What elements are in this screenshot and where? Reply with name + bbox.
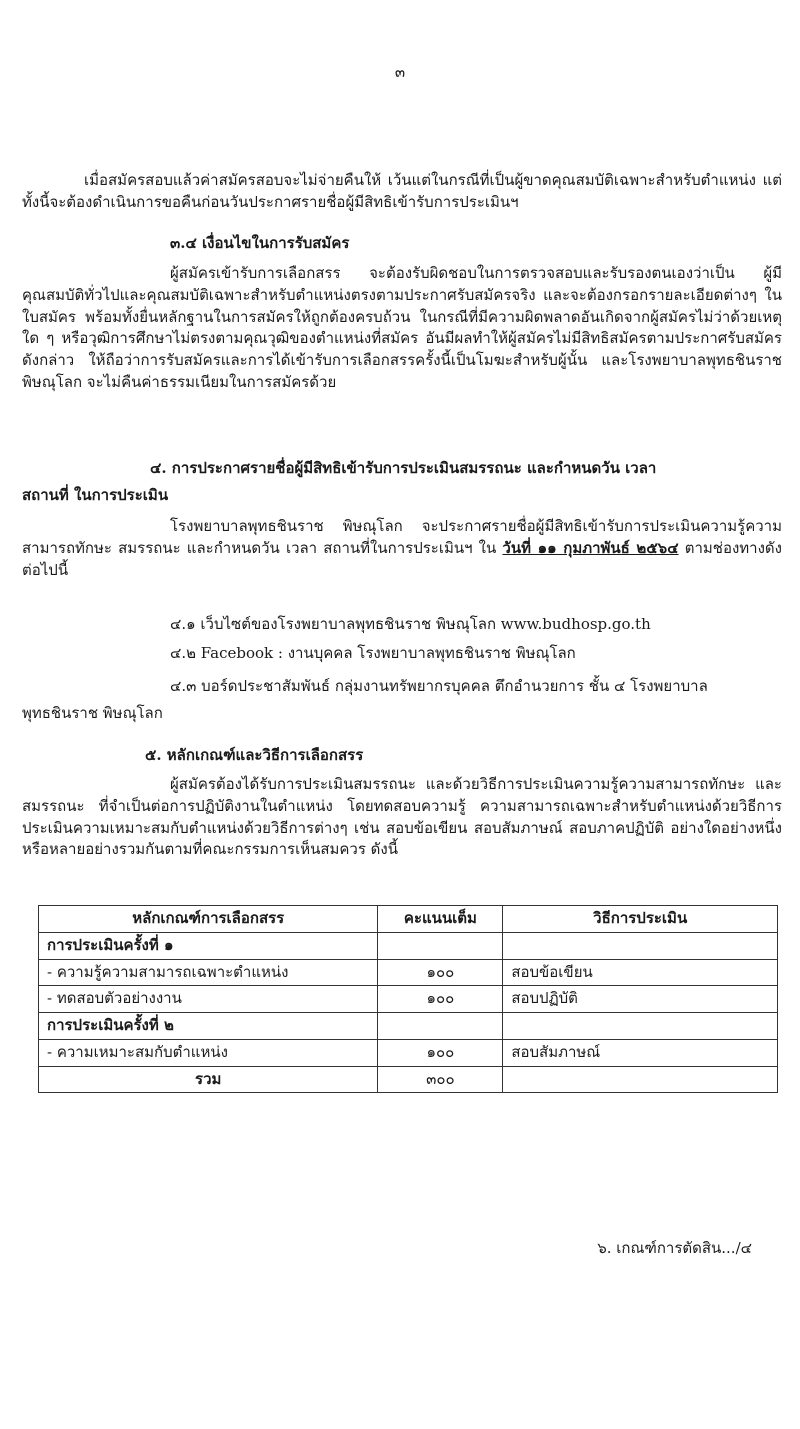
section-4-body-suffix: ตามช่องทางดังต่อไปนี้ [22,538,782,579]
table-row [39,986,778,1013]
group-1-title-row [39,932,778,959]
page-number: ๓ [394,63,406,81]
empty-cell [503,932,778,959]
empty-cell [503,1066,778,1093]
score-cell: ๑๐๐ [378,986,503,1013]
table-row [39,959,778,986]
header-full-score: คะแนนเต็ม [378,906,503,933]
method-cell: สอบสัมภาษณ์ [503,1039,778,1066]
header-method: วิธีการประเมิน [503,906,778,933]
group-2-title-row [39,1013,778,1040]
channel-item-website: ๔.๑ เว็บไซต์ของโรงพยาบาลพุทธชินราช พิษณุโลก www.budhosp.go.th [170,615,651,633]
criterion-cell: - ความเหมาะสมกับตำแหน่ง [39,1039,378,1066]
section-4-body-prefix: โรงพยาบาลพุทธชินราช พิษณุโลก จะประกาศรายชื่อผู้มีสิทธิเข้ารับการประเมินความรู้ความสามารถทักษะ สมรรถนะ และกำหนดวัน เวลา สถานที่ในการประเมินฯ ใน [22,517,782,557]
criterion-cell: - ความรู้ความสามารถเฉพาะตำแหน่ง [39,959,378,986]
section-3-4-heading: ๓.๔ เงื่อนไขในการรับสมัคร [170,234,350,252]
criteria-table [38,905,778,1093]
method-cell: สอบข้อเขียน [503,959,778,986]
section-5-heading: ๕. หลักเกณฑ์และวิธีการเลือกสรร [145,746,364,764]
section-5-body: ผู้สมัครต้องได้รับการประเมินสมรรถนะ และด้วยวิธีการประเมินความรู้ความสามารถทักษะ และสมรรถนะ ที่จำเป็นต่อการปฏิบัติงานในตำแหน่ง โดยทดสอบความรู้ ความสามารถเฉพาะสำหรับตำแหน่งด้วยวิธีการประเมินความเหมาะสมกับตำแหน่งด้วยวิธีการต่างๆ เช่น สอบข้อเขียน สอบสัมภาษณ์ สอบภาคปฏิบัติ อย่างใดอย่างหนึ่ง หรือหลายอย่างรวมกันตามที่คณะกรรมการเห็นสมควร ดังนี้ [22,775,782,859]
total-row [39,1066,778,1093]
total-label: รวม [39,1066,378,1093]
channel-item-board-cont: พุทธชินราช พิษณุโลก [22,704,163,722]
empty-cell [378,1013,503,1040]
section-4-body [22,516,782,581]
method-cell: สอบปฏิบัติ [503,986,778,1013]
score-cell: ๑๐๐ [378,1039,503,1066]
group-2-title: การประเมินครั้งที่ ๒ [39,1013,378,1040]
header-criteria: หลักเกณฑ์การเลือกสรร [39,906,378,933]
announcement-date: วันที่ ๑๑ กุมภาพันธ์ ๒๕๖๔ [502,538,679,557]
section-4-heading-line1: ๔. การประกาศรายชื่อผู้มีสิทธิเข้ารับการประเมินสมรรถนะ และกำหนดวัน เวลา [150,459,657,477]
channel-item-facebook: ๔.๒ Facebook : งานบุคคล โรงพยาบาลพุทธชินราช พิษณุโลก [170,644,576,662]
channel-item-board: ๔.๓ บอร์ดประชาสัมพันธ์ กลุ่มงานทรัพยากรบุคคล ตึกอำนวยการ ชั้น ๔ โรงพยาบาล [170,677,708,695]
total-score: ๓๐๐ [378,1066,503,1093]
section-4-heading-line2: สถานที่ ในการประเมิน [22,486,169,504]
empty-cell [378,932,503,959]
table-row [39,1039,778,1066]
empty-cell [503,1013,778,1040]
continuation-footer: ๖. เกณฑ์การตัดสิน.../๔ [597,1239,752,1257]
intro-paragraph: เมื่อสมัครสอบแล้วค่าสมัครสอบจะไม่จ่ายคืนให้ เว้นแต่ในกรณีที่เป็นผู้ขาดคุณสมบัติเฉพาะสำหรับตำแหน่ง แต่ทั้งนี้จะต้องดำเนินการขอคืนก่อนวันประกาศรายชื่อผู้มีสิทธิเข้ารับการประเมินฯ [22,171,782,211]
section-3-4-body: ผู้สมัครเข้ารับการเลือกสรร จะต้องรับผิดชอบในการตรวจสอบและรับรองตนเองว่าเป็น ผู้มีคุณสมบัติทั่วไปและคุณสมบัติเฉพาะสำหรับตำแหน่งตรงตามประกาศรับสมัครจริง และจะต้องกรอกรายละเอียดต่างๆ ในใบสมัคร พร้อมทั้งยื่นหลักฐานในการสมัครให้ถูกต้องครบถ้วน ในกรณีที่มีความผิดพลาดอันเกิดจากผู้สมัครไม่ว่าด้วยเหตุใด ๆ หรือวุฒิการศึกษาไม่ตรงตามคุณวุฒิของตำแหน่งที่สมัคร อันมีผลทำให้ผู้สมัครไม่มีสิทธิสมัครตามประกาศรับสมัครดังกล่าว ให้ถือว่าการรับสมัครและการได้เข้ารับการเลือกสรรครั้งนี้เป็นโมฆะสำหรับผู้นั้น และโรงพยาบาลพุทธชินราช พิษณุโลก จะไม่คืนค่าธรรมเนียมในการสมัครด้วย [22,264,782,391]
criterion-cell: - ทดสอบตัวอย่างงาน [39,986,378,1013]
group-1-title: การประเมินครั้งที่ ๑ [39,932,378,959]
table-header-row [39,906,778,933]
score-cell: ๑๐๐ [378,959,503,986]
